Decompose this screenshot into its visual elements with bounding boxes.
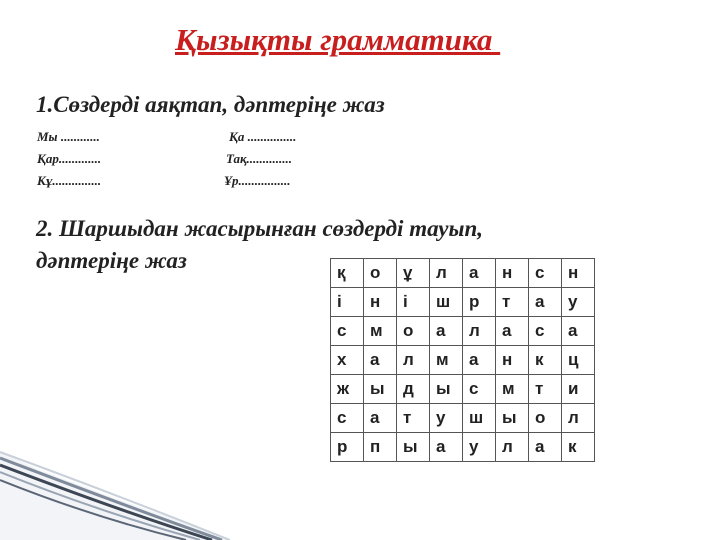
grid-cell: м <box>364 317 397 346</box>
task2-heading-line: дәптеріңе жаз <box>36 248 187 273</box>
page-title: Қызықты грамматика <box>175 22 501 57</box>
grid-cell: м <box>496 375 529 404</box>
word-stub: Мы ............ <box>37 129 100 144</box>
grid-cell: а <box>562 317 595 346</box>
grid-cell: қ <box>331 259 364 288</box>
grid-row <box>331 259 595 288</box>
grid-cell: п <box>364 433 397 462</box>
grid-cell: о <box>529 404 562 433</box>
grid-cell: д <box>397 375 430 404</box>
grid-cell: а <box>364 346 397 375</box>
grid-cell: с <box>331 317 364 346</box>
grid-row <box>331 346 595 375</box>
grid-cell: ы <box>397 433 430 462</box>
grid-cell: х <box>331 346 364 375</box>
word-stub: Қа ............... <box>229 129 297 144</box>
grid-cell: н <box>496 346 529 375</box>
grid-cell: к <box>529 346 562 375</box>
grid-cell: и <box>562 375 595 404</box>
task2-heading-line: 2. Шаршыдан жасырынған сөздерді тауып, <box>36 216 483 241</box>
grid-cell: с <box>331 404 364 433</box>
grid-cell: т <box>496 288 529 317</box>
grid-cell: ш <box>430 288 463 317</box>
grid-cell: у <box>430 404 463 433</box>
grid-cell: ы <box>496 404 529 433</box>
grid-cell: л <box>496 433 529 462</box>
grid-cell: ы <box>430 375 463 404</box>
grid-cell: і <box>331 288 364 317</box>
grid-cell: ж <box>331 375 364 404</box>
grid-cell: а <box>496 317 529 346</box>
grid-cell: а <box>364 404 397 433</box>
word-stub: Тақ.............. <box>226 151 293 166</box>
task1-heading: 1.Сөздерді аяқтап, дәптеріңе жаз <box>36 92 385 117</box>
word-stub: Ұр................ <box>224 173 291 188</box>
grid-cell: о <box>397 317 430 346</box>
grid-row <box>331 375 595 404</box>
grid-cell: у <box>463 433 496 462</box>
grid-cell: р <box>463 288 496 317</box>
grid-cell: с <box>463 375 496 404</box>
grid-row <box>331 288 595 317</box>
grid-cell: а <box>463 346 496 375</box>
grid-cell: у <box>562 288 595 317</box>
word-stub: Қар............. <box>37 151 102 166</box>
grid-cell: а <box>529 433 562 462</box>
grid-cell: с <box>529 259 562 288</box>
grid-cell: і <box>397 288 430 317</box>
grid-cell: н <box>562 259 595 288</box>
grid-cell: т <box>529 375 562 404</box>
grid-cell: н <box>496 259 529 288</box>
grid-row <box>331 433 595 462</box>
grid-cell: с <box>529 317 562 346</box>
grid-cell: л <box>397 346 430 375</box>
grid-cell: н <box>364 288 397 317</box>
grid-cell: т <box>397 404 430 433</box>
grid-cell: а <box>463 259 496 288</box>
grid-row <box>331 317 595 346</box>
grid-cell: а <box>430 433 463 462</box>
grid-cell: ц <box>562 346 595 375</box>
word-stub: Кұ............... <box>37 173 102 188</box>
grid-cell: к <box>562 433 595 462</box>
grid-cell: л <box>562 404 595 433</box>
grid-cell: ұ <box>397 259 430 288</box>
grid-cell: м <box>430 346 463 375</box>
grid-cell: л <box>430 259 463 288</box>
grid-cell: р <box>331 433 364 462</box>
grid-cell: о <box>364 259 397 288</box>
grid-cell: ы <box>364 375 397 404</box>
grid-row <box>331 404 595 433</box>
grid-cell: ш <box>463 404 496 433</box>
grid-cell: л <box>463 317 496 346</box>
grid-cell: а <box>430 317 463 346</box>
letter-grid <box>330 258 595 462</box>
grid-cell: а <box>529 288 562 317</box>
